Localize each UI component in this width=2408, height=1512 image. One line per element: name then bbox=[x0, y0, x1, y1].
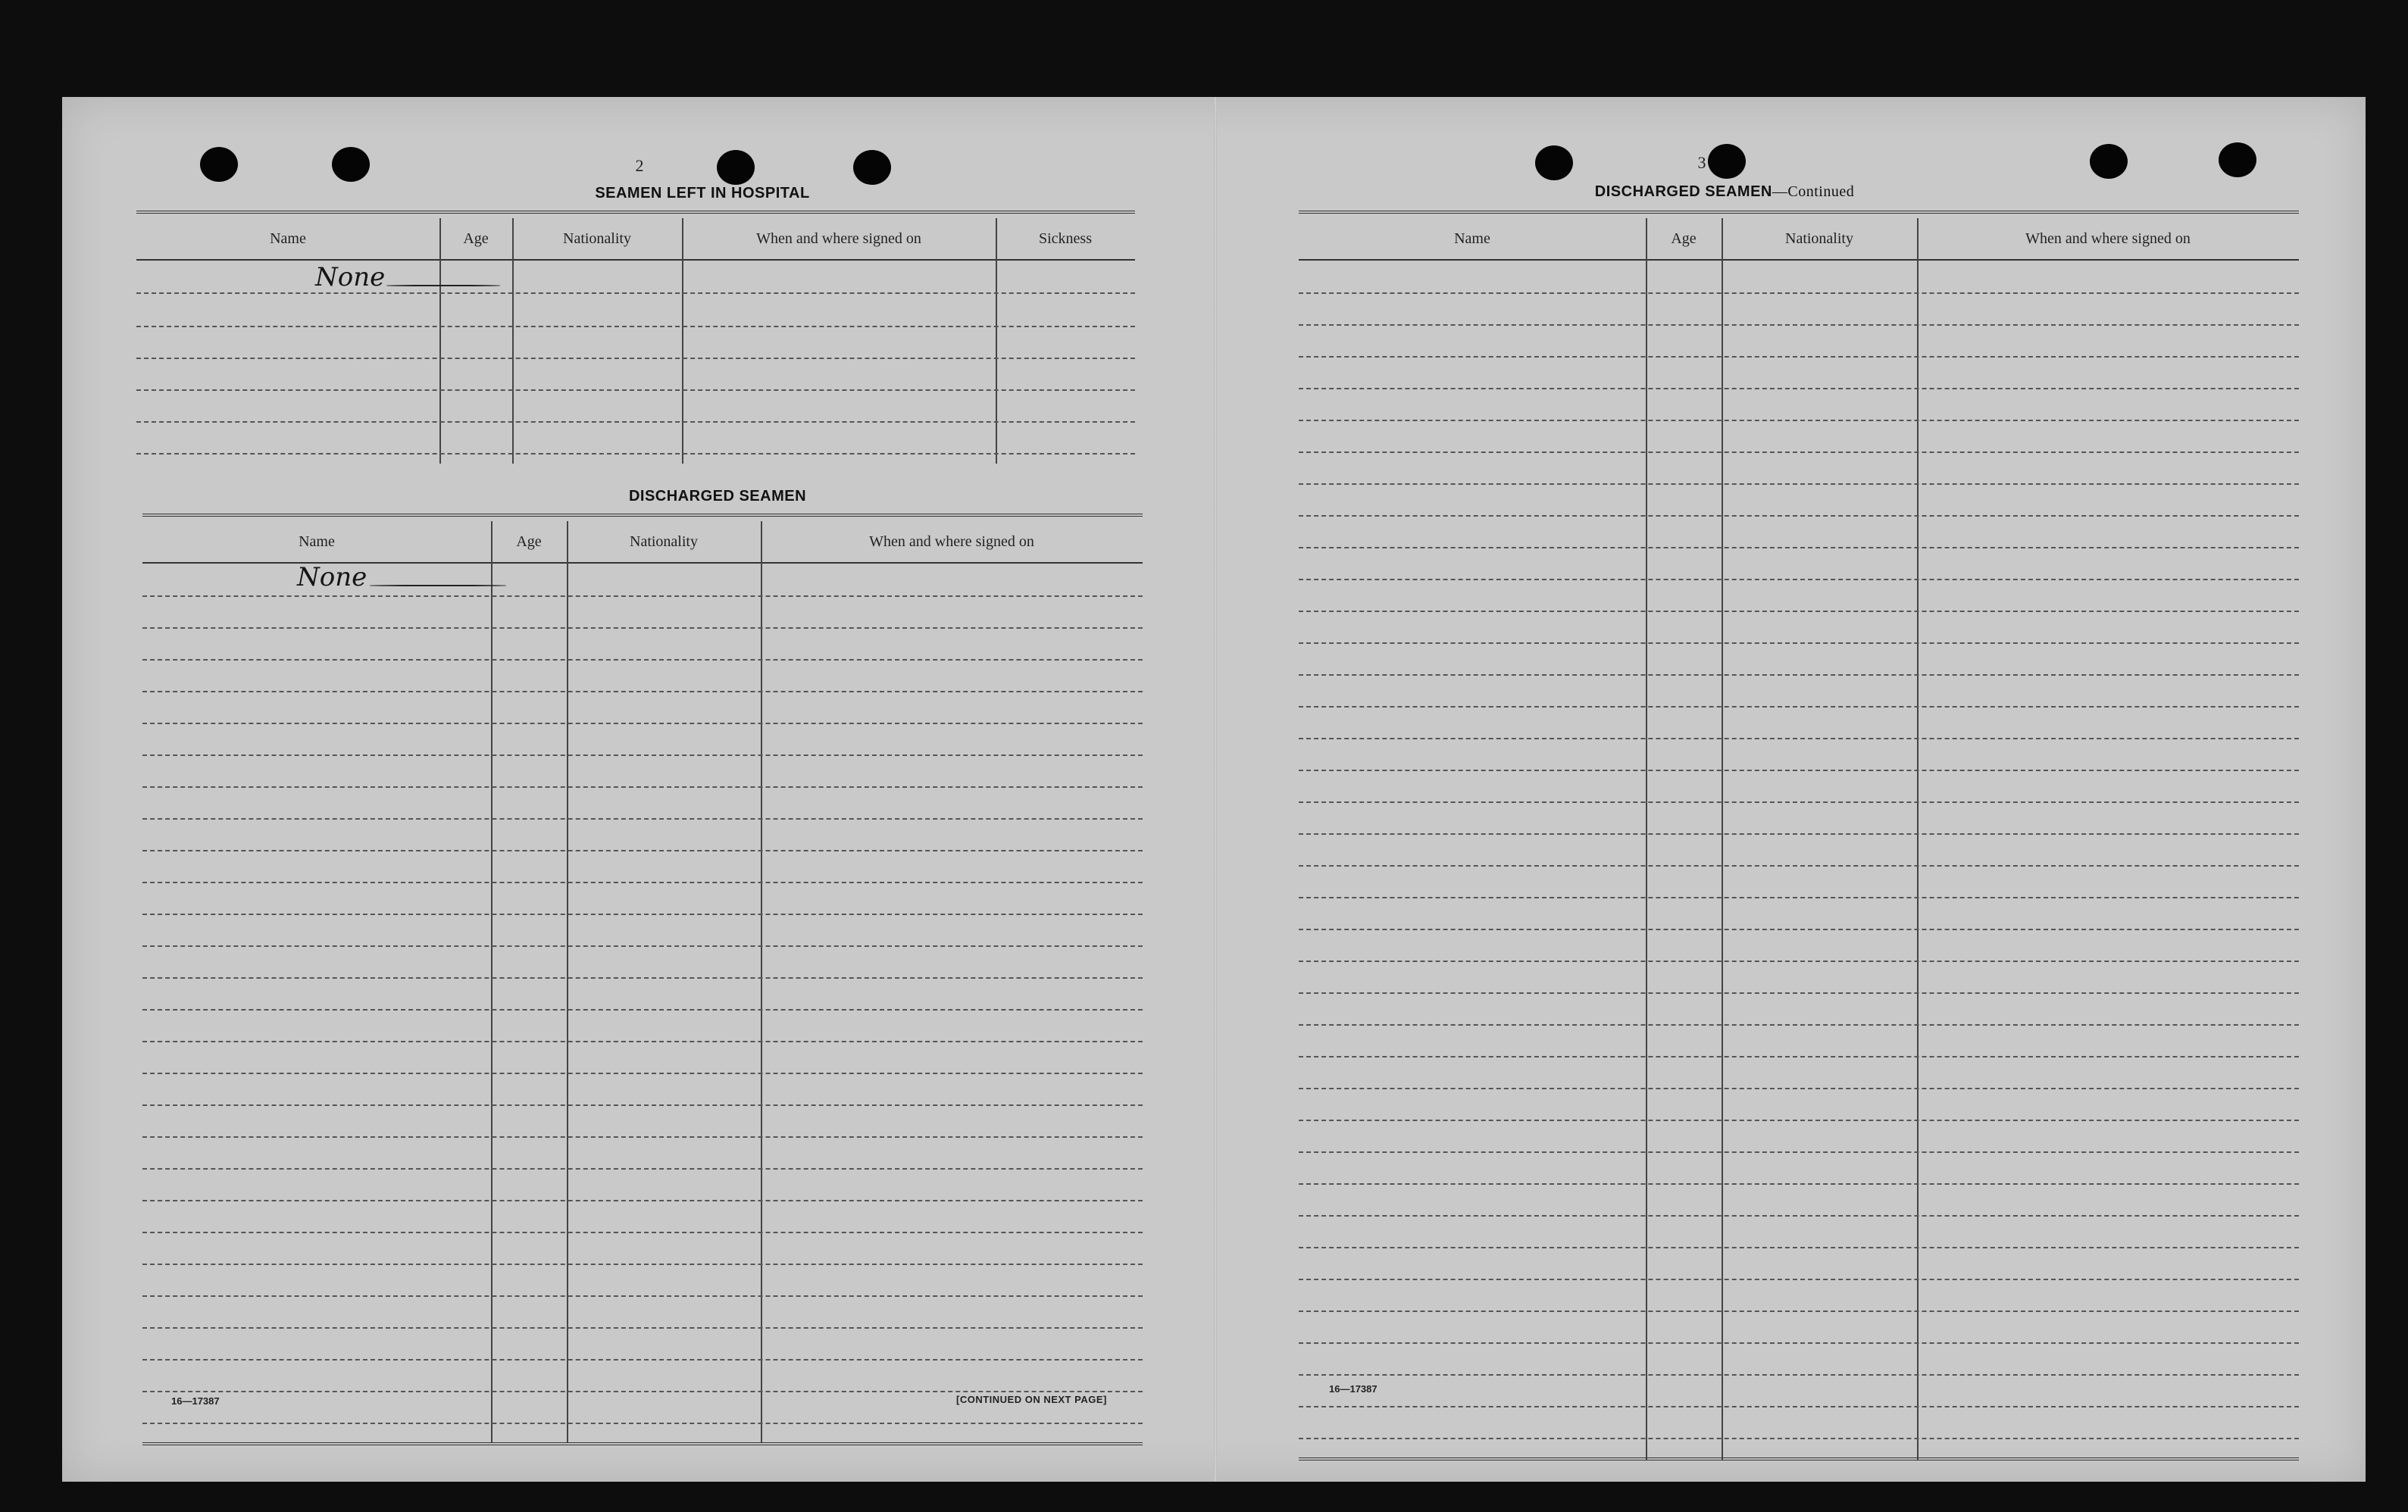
col-age-header: Age bbox=[1671, 230, 1697, 247]
col-name-header: Name bbox=[299, 533, 335, 550]
col-signed-on-header: When and where signed on bbox=[869, 533, 1034, 550]
page-number: 3 bbox=[1697, 153, 1706, 172]
col-signed-on-header: When and where signed on bbox=[2025, 230, 2191, 247]
discharged-continued-table bbox=[1299, 211, 2299, 1462]
col-nationality-header: Nationality bbox=[630, 533, 698, 550]
hospital-header-row bbox=[136, 218, 1135, 261]
col-age-header: Age bbox=[463, 230, 489, 247]
col-name-header: Name bbox=[1454, 230, 1490, 247]
document-paper bbox=[62, 97, 2366, 1482]
col-age-header: Age bbox=[516, 533, 542, 550]
discharged-entry-handwritten: None bbox=[297, 562, 367, 592]
hospital-entry-handwritten: None bbox=[315, 262, 386, 292]
continued-suffix: —Continued bbox=[1772, 183, 1855, 200]
hospital-section-title: SEAMEN LEFT IN HOSPITAL bbox=[595, 185, 810, 201]
hospital-table bbox=[136, 211, 1135, 464]
col-sickness-header: Sickness bbox=[1039, 230, 1092, 247]
discharged-section-title: DISCHARGED SEAMEN bbox=[628, 488, 807, 505]
col-nationality-header: Nationality bbox=[563, 230, 631, 247]
handwritten-underline bbox=[370, 585, 506, 586]
discharged-header-row bbox=[142, 521, 1143, 564]
form-number: 16—17387 bbox=[1329, 1383, 1378, 1395]
right-page bbox=[1217, 97, 2366, 1482]
page-number: 2 bbox=[635, 156, 644, 175]
col-name-header: Name bbox=[270, 230, 306, 247]
col-nationality-header: Nationality bbox=[1785, 230, 1853, 247]
discharged-continued-header-row bbox=[1299, 218, 2299, 261]
col-signed-on-header: When and where signed on bbox=[756, 230, 921, 247]
form-number: 16—17387 bbox=[171, 1395, 220, 1407]
discharged-continued-label: DISCHARGED SEAMEN bbox=[1594, 183, 1772, 200]
discharged-continued-title bbox=[1475, 183, 1975, 201]
continued-note: [CONTINUED ON NEXT PAGE] bbox=[956, 1394, 1107, 1405]
left-page bbox=[62, 97, 1214, 1482]
handwritten-underline bbox=[386, 285, 500, 286]
discharged-table bbox=[142, 514, 1143, 1447]
